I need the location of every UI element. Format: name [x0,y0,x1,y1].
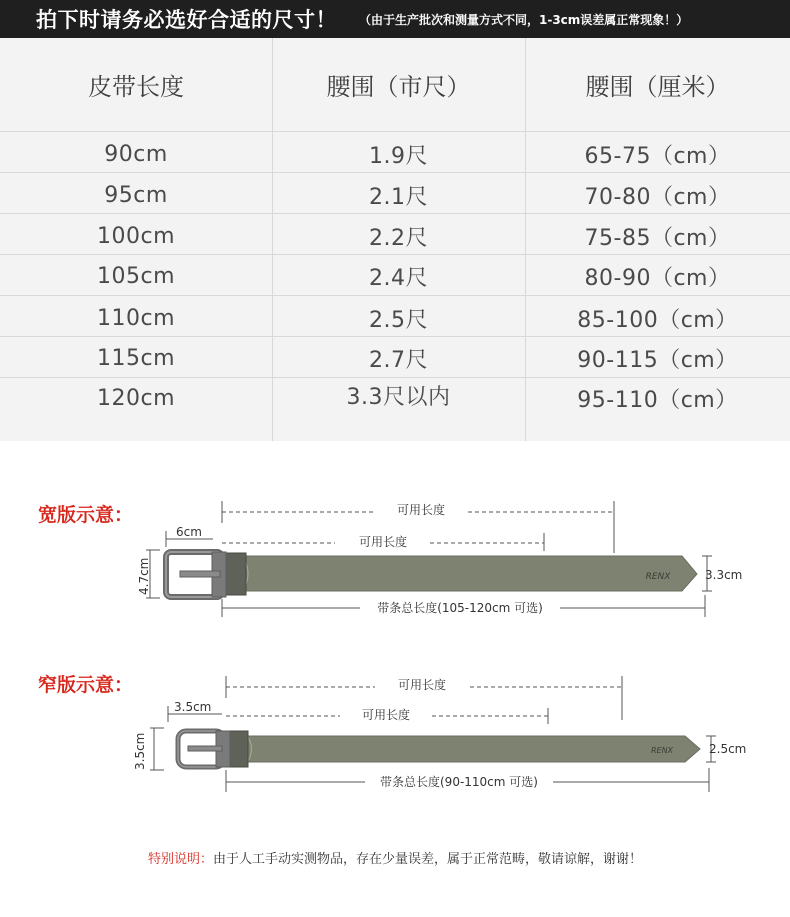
column-header-belt-length: 皮带长度 [88,73,184,101]
table-cell: 65-75（cm） [584,143,731,169]
header-banner [0,0,790,38]
table-cell: 70-80（cm） [584,184,731,210]
table-rule [0,254,790,255]
table-cell: 80-90（cm） [584,265,731,291]
narrow-height-label: 3.5cm [133,732,147,770]
wide-brand-mark: RENX [645,572,671,582]
footer-text: 由于人工手动实测物品，存在少量误差，属于正常范畴，敬请谅解，谢谢！ [213,852,643,867]
wide-buckle-width-label: 6cm [176,525,202,539]
table-cell: 95cm [104,182,168,208]
wide-usable-length-1-dimension [222,501,614,553]
table-cell: 90-115（cm） [577,347,738,373]
table-cell: 105cm [96,263,176,289]
table-cell: 2.7尺 [369,347,428,373]
table-cell: 100cm [96,223,176,249]
narrow-total-length-dimension [226,768,709,792]
narrow-strap [234,736,700,762]
table-cell: 75-85（cm） [584,225,731,251]
wide-height-label: 4.7cm [137,557,151,595]
footer-note [0,848,790,867]
wide-usable-label-2: 可用长度 [358,535,408,549]
table-cell: 1.9尺 [369,143,428,169]
table-cell: 2.1尺 [369,184,428,210]
narrow-strap-width-dimension [706,736,746,762]
table-rule [0,213,790,214]
table-cell: 2.5尺 [369,307,428,333]
size-table [0,38,790,441]
table-cell: 2.2尺 [369,225,428,251]
narrow-usable-label-2: 可用长度 [361,708,411,722]
narrow-buckle-icon [178,731,230,767]
column-header-waist-shichi: 腰围（市尺） [326,73,471,101]
table-rule [0,336,790,337]
header-title: 拍下时请务必选好合适的尺寸！ [36,8,337,32]
table-cell: 85-100（cm） [577,307,738,333]
table-cell: 110cm [96,305,176,331]
narrow-strap-width-label: 2.5cm [709,742,747,756]
wide-strap-width-label: 3.3cm [705,568,743,582]
wide-buckle-width-dimension [166,525,213,547]
table-rule [0,131,790,132]
narrow-usable-label-1: 可用长度 [397,678,447,692]
wide-belt-diagram [0,495,790,625]
wide-strap-width-dimension [702,556,742,591]
narrow-buckle-width-dimension [168,700,222,722]
table-cell: 120cm [96,385,176,411]
header-note: （由于生产批次和测量方式不同，1-3cm误差属正常现象！） [359,12,689,27]
wide-height-dimension [137,550,160,598]
table-cell: 2.4尺 [369,265,428,291]
column-header-waist-cm: 腰围（厘米） [585,73,730,101]
table-rule [0,172,790,173]
narrow-buckle-width-label: 3.5cm [174,700,212,714]
narrow-brand-mark: RENX [650,746,674,755]
narrow-belt-diagram [0,670,790,800]
table-cell: 90cm [104,141,168,167]
narrow-keeper-loop [230,731,248,767]
wide-section-title: 宽版示意： [38,504,134,526]
narrow-height-dimension [133,728,164,770]
table-cell: 115cm [96,345,176,371]
wide-strap [230,556,697,591]
wide-usable-label-1: 可用长度 [396,503,446,517]
narrow-total-length-label: 带条总长度(90-110cm 可选) [380,775,538,789]
table-cell: 3.3尺以内 [346,384,451,410]
wide-total-length-label: 带条总长度(105-120cm 可选) [377,601,543,615]
narrow-usable-length-1-dimension [226,676,622,720]
table-rule [0,295,790,296]
wide-usable-length-2-dimension [222,533,544,551]
narrow-usable-length-2-dimension [226,707,548,724]
narrow-section-title: 窄版示意： [38,674,134,696]
wide-buckle-icon [166,552,226,597]
wide-keeper-loop [226,553,246,595]
footer-label: 特别说明： [147,852,213,867]
table-cell: 95-110（cm） [577,387,738,413]
wide-total-length-dimension [222,595,705,617]
